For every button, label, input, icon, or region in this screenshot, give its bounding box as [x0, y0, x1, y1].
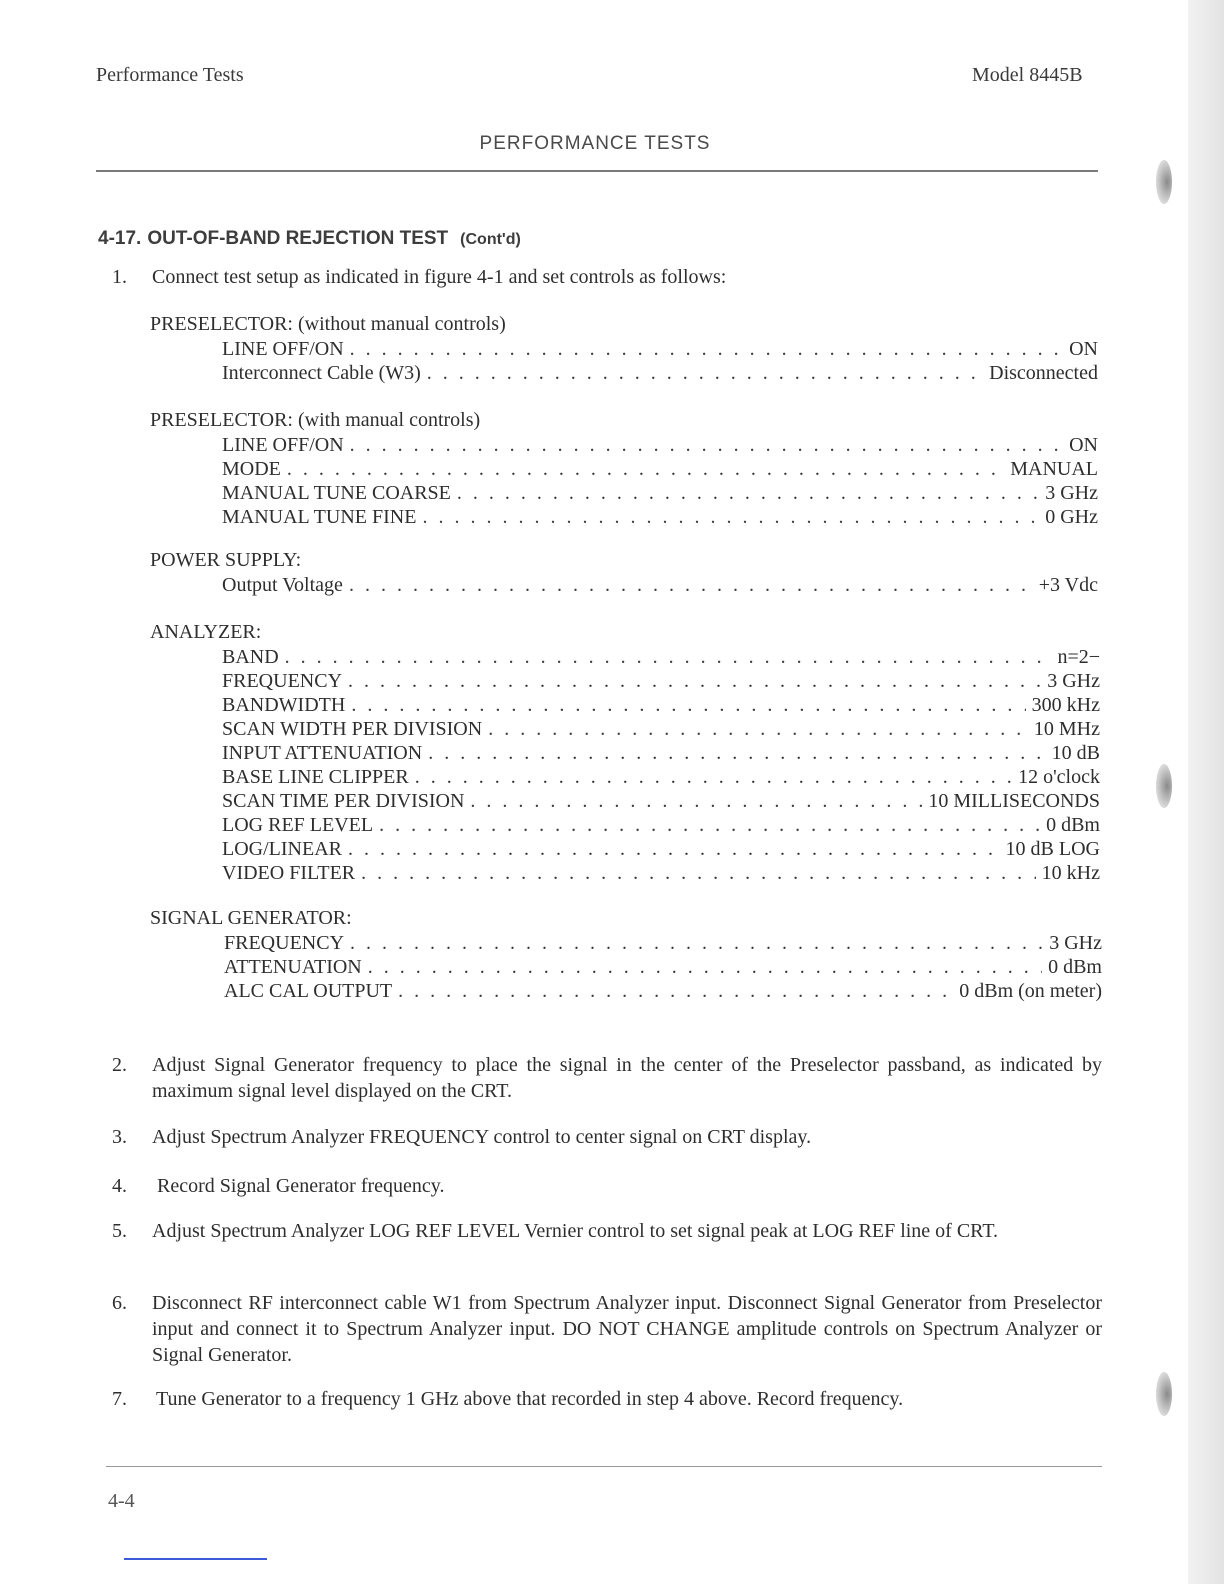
dot-leader — [351, 693, 1025, 717]
dot-leader — [350, 931, 1043, 955]
dot-leader — [470, 789, 922, 813]
scan-artifact-line — [124, 1558, 267, 1560]
step-text: Record Signal Generator frequency. — [157, 1175, 445, 1197]
setting-value: 10 dB — [1051, 742, 1100, 764]
step-number: 5. — [112, 1220, 127, 1242]
group-title-signal-generator: SIGNAL GENERATOR: — [150, 907, 352, 929]
setting-value: 3 GHz — [1049, 932, 1102, 954]
setting-label: INPUT ATTENUATION — [222, 742, 423, 764]
setting-value: MANUAL — [1010, 458, 1098, 480]
setting-label: SCAN TIME PER DIVISION — [222, 790, 465, 812]
step-number: 1. — [112, 266, 127, 288]
group-title-preselector-without-manual: PRESELECTOR: (without manual controls) — [150, 313, 506, 335]
setting-label: LOG REF LEVEL — [222, 814, 374, 836]
step-number: 4. — [112, 1175, 127, 1197]
top-divider — [96, 170, 1098, 172]
step-text: Adjust Spectrum Analyzer FREQUENCY control to center signal on CRT display. — [152, 1126, 812, 1148]
setting-label: BAND — [222, 646, 279, 668]
step-4 — [112, 1173, 1102, 1199]
dot-leader — [427, 361, 983, 385]
setting-value: ON — [1069, 434, 1098, 456]
step-2 — [112, 1052, 1102, 1104]
step-text: Disconnect RF interconnect cable W1 from Spectrum Analyzer input. Disconnect Signal Generator from Preselector input and connect it to Spectrum Analyzer input. DO NOT CHANGE amplitude controls on Spectrum Analyzer or Signal Generator. — [152, 1292, 1102, 1366]
dot-leader — [457, 481, 1039, 505]
step-number: 7. — [112, 1388, 127, 1410]
dot-leader — [350, 433, 1063, 457]
step-number: 2. — [112, 1054, 127, 1076]
dot-leader — [285, 645, 1052, 669]
page-edge-shadow — [1188, 0, 1224, 1584]
setting-row — [222, 861, 1100, 885]
dot-leader — [348, 837, 1000, 861]
group-title-preselector-with-manual: PRESELECTOR: (with manual controls) — [150, 409, 481, 431]
section-title: PERFORMANCE TESTS — [479, 133, 711, 154]
setting-value: 10 kHz — [1041, 862, 1100, 884]
setting-row — [222, 693, 1100, 717]
running-head-left: Performance Tests — [96, 64, 244, 86]
setting-label: Interconnect Cable (W3) — [222, 362, 421, 384]
setting-row — [222, 505, 1098, 529]
setting-value: +3 Vdc — [1038, 574, 1098, 596]
step-5 — [112, 1218, 1102, 1244]
dot-leader — [379, 813, 1040, 837]
setting-row — [222, 573, 1098, 597]
setting-label: VIDEO FILTER — [222, 862, 356, 884]
setting-row — [222, 481, 1098, 505]
setting-label: MODE — [222, 458, 281, 480]
step-number: 3. — [112, 1126, 127, 1148]
step-text: Adjust Signal Generator frequency to place the signal in the center of the Preselector passband, as indicated by maximum signal level displayed on the CRT. — [152, 1054, 1102, 1102]
binder-hole-mark — [1156, 1372, 1172, 1416]
dot-leader — [348, 669, 1041, 693]
dot-leader — [350, 337, 1063, 361]
dot-leader — [415, 765, 1012, 789]
setting-row — [222, 717, 1100, 741]
setting-label: MANUAL TUNE FINE — [222, 506, 417, 528]
setting-value: 3 GHz — [1047, 670, 1100, 692]
setting-row — [222, 457, 1098, 481]
setting-row — [222, 837, 1100, 861]
step-3 — [112, 1124, 1102, 1150]
bottom-divider — [106, 1466, 1102, 1467]
setting-label: SCAN WIDTH PER DIVISION — [222, 718, 483, 740]
setting-label: LINE OFF/ON — [222, 338, 344, 360]
setting-label: LINE OFF/ON — [222, 434, 344, 456]
setting-value: ON — [1069, 338, 1098, 360]
setting-value: n=2− — [1057, 646, 1100, 668]
setting-label: LOG/LINEAR — [222, 838, 342, 860]
setting-row — [222, 741, 1100, 765]
subheading — [98, 228, 521, 250]
setting-value: 0 dBm — [1048, 956, 1102, 978]
step-text: Tune Generator to a frequency 1 GHz above that recorded in step 4 above. Record frequency. — [156, 1388, 904, 1410]
setting-label: FREQUENCY — [222, 670, 343, 692]
setting-row — [222, 789, 1100, 813]
step-6 — [112, 1290, 1102, 1368]
subheading-number: 4-17. — [98, 228, 142, 249]
dot-leader — [428, 741, 1045, 765]
step-1 — [112, 264, 1102, 290]
setting-value: Disconnected — [989, 362, 1098, 384]
subheading-cont: (Cont'd) — [460, 231, 521, 248]
setting-row — [224, 931, 1102, 955]
step-7 — [112, 1386, 1102, 1412]
step-text: Connect test setup as indicated in figure 4-1 and set controls as follows: — [152, 266, 727, 288]
setting-label: FREQUENCY — [224, 932, 345, 954]
dot-leader — [349, 573, 1033, 597]
subheading-title: OUT-OF-BAND REJECTION TEST — [147, 228, 449, 249]
dot-leader — [488, 717, 1028, 741]
setting-row — [222, 813, 1100, 837]
setting-row — [222, 361, 1098, 385]
running-head-right: Model 8445B — [972, 64, 1083, 86]
setting-label: BANDWIDTH — [222, 694, 346, 716]
setting-value: 12 o'clock — [1018, 766, 1100, 788]
dot-leader — [422, 505, 1039, 529]
setting-label: BASE LINE CLIPPER — [222, 766, 409, 788]
dot-leader — [287, 457, 1004, 481]
dot-leader — [368, 955, 1042, 979]
dot-leader — [398, 979, 953, 1003]
setting-value: 10 MHz — [1033, 718, 1100, 740]
setting-value: 3 GHz — [1045, 482, 1098, 504]
setting-row — [224, 979, 1102, 1003]
setting-row — [224, 955, 1102, 979]
dot-leader — [361, 861, 1036, 885]
setting-row — [222, 765, 1100, 789]
setting-value: 10 MILLISECONDS — [928, 790, 1100, 812]
binder-hole-mark — [1156, 764, 1172, 808]
step-number: 6. — [112, 1292, 127, 1314]
setting-value: 0 dBm (on meter) — [959, 980, 1102, 1002]
setting-value: 10 dB LOG — [1005, 838, 1100, 860]
setting-row — [222, 433, 1098, 457]
setting-label: Output Voltage — [222, 574, 343, 596]
setting-row — [222, 645, 1100, 669]
step-text: Adjust Spectrum Analyzer LOG REF LEVEL Vernier control to set signal peak at LOG REF line of CRT. — [152, 1220, 999, 1242]
setting-label: MANUAL TUNE COARSE — [222, 482, 451, 504]
setting-value: 300 kHz — [1031, 694, 1100, 716]
setting-label: ALC CAL OUTPUT — [224, 980, 393, 1002]
binder-hole-mark — [1156, 160, 1172, 204]
page-number: 4-4 — [108, 1490, 135, 1512]
setting-value: 0 GHz — [1045, 506, 1098, 528]
setting-row — [222, 669, 1100, 693]
setting-value: 0 dBm — [1046, 814, 1100, 836]
setting-label: ATTENUATION — [224, 956, 362, 978]
group-title-power-supply: POWER SUPPLY: — [150, 549, 302, 571]
group-title-analyzer: ANALYZER: — [150, 621, 262, 643]
setting-row — [222, 337, 1098, 361]
